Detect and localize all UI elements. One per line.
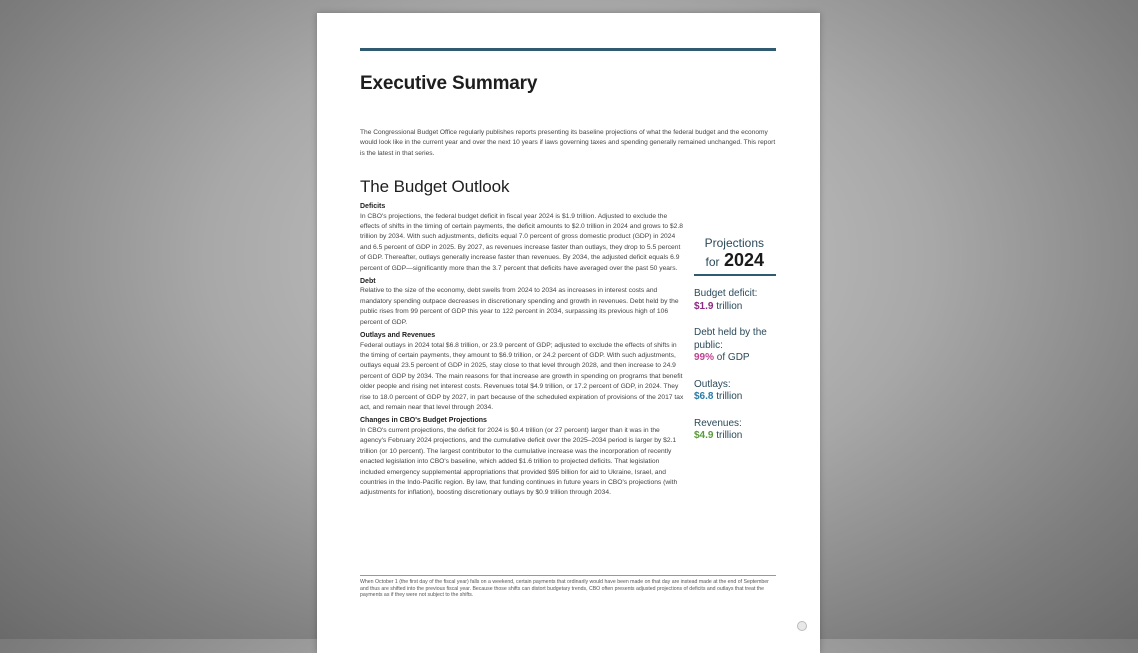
projections-sidebar	[694, 236, 776, 457]
sidebar-year-line	[694, 250, 764, 272]
stat-value	[694, 391, 776, 404]
sidebar-divider	[694, 274, 776, 276]
section-outlays-revenues	[360, 331, 684, 413]
section-heading: Outlays and Revenues	[360, 332, 436, 340]
section-body: In CBO's current projections, the deficit for 2024 is $0.4 trillion (or 27 percent) larger than it was in the agency's February 2024 projections, and the cumulative deficit over the 2025–2034 period is larger by $2.1 trillion (or 10 percent). The largest contributor to the cumulative increase was the incorporation of recently enacted legislation into CBO's baseline, which added $1.6 trillion to projected deficits. That legislation included emergency supplemental appropriations that provided $95 billion for aid to Ukraine, Israel, and countries in the Indo-Pacific region. By law, that funding continues in future years in CBO's projections (with adjustments for inflation), boosting discretionary outlays by $0.9 trillion through 2034.	[360, 426, 678, 497]
intro-paragraph: The Congressional Budget Office regularly publishes reports presenting its baseline projections of what the federal budget and the economy would look like in the current year and over the next 10 years if laws governing taxes and spending generally remained unchanged. This report is the latest in that series.	[360, 129, 776, 157]
stat-outlays	[694, 379, 776, 404]
stat-unit: trillion	[713, 300, 743, 312]
footnote: When October 1 (the first day of the fiscal year) falls on a weekend, certain payments that ordinarily would have been made on that day are instead made at the end of September and thus are shifted into the previous fiscal year. Because those shifts can distort budgetary trends, CBO often presents adjusted projections of deficits and outlays that treat the payments as if they were not subject to the shifts.	[360, 579, 769, 599]
sidebar-year: 2024	[723, 250, 764, 270]
section-body: In CBO's projections, the federal budget deficit in fiscal year 2024 is $1.9 trillion. Adjusted to exclude the effects of shifts in the timing of certain payments, the deficit amounts to $2.0 trillion in 2024 and grows to $2.8 trillion by 2034. With such adjustments, deficits equal 7.0 percent of gross domestic product (GDP) in 2024 and 6.5 percent of GDP in 2025. By 2027, as revenues increase faster than outlays, they drop to 5.5 percent of GDP. Thereafter, outlays generally increase faster than revenues. By 2034, the adjusted deficit equals 6.9 percent of GDP—significantly more than the 3.7 percent that deficits have averaged over the past 50 years.	[360, 212, 683, 272]
stat-revenues	[694, 418, 776, 443]
section-body: Relative to the size of the economy, debt swells from 2024 to 2034 as increases in interest costs and mandatory spending outpace decreases in discretionary spending and growth in revenues. Debt held by the public rises from 99 percent of GDP this year to 122 percent in 2034, surpassing its previous high of 106 percent of GDP.	[360, 287, 679, 326]
stat-number: $1.9	[694, 300, 714, 312]
section-heading: Changes in CBO's Budget Projections	[360, 417, 487, 425]
stat-label: Budget deficit:	[694, 288, 758, 299]
section-heading: Debt	[360, 277, 376, 285]
page-badge-icon	[797, 621, 807, 631]
stat-label: Revenues:	[694, 417, 742, 429]
stat-unit: of GDP	[714, 352, 750, 363]
section-changes	[360, 416, 684, 498]
sidebar-heading: Projections	[704, 236, 764, 250]
section-body: Federal outlays in 2024 total $6.8 trillion, or 23.9 percent of GDP; adjusted to exclude the effects of shifts in the timing of certain payments, they amount to $6.9 trillion, or 24.2 percent of GDP. With such adjustments, outlays equal 23.5 percent of GDP in 2025, stay close to that level through 2028, and then increase to 24.9 percent of GDP by 2034. The main reasons for that increase are growth in spending on programs that benefit older people and rising net interest costs. Revenues total $4.9 trillion, or 17.2 percent of GDP, in 2024. They rise to 18.0 percent of GDP by 2027, in part because of the scheduled expiration of provisions of the 2017 tax act, and remain near that level through 2034.	[360, 341, 684, 411]
stat-label: Outlays:	[694, 378, 731, 390]
stat-unit: trillion	[713, 430, 743, 441]
stat-budget-deficit	[694, 288, 776, 313]
section-title: The Budget Outlook	[360, 177, 510, 196]
section-deficits	[360, 202, 684, 274]
stat-unit: trillion	[713, 391, 743, 402]
stat-number: $4.9	[694, 430, 714, 441]
page-title: Executive Summary	[360, 73, 538, 94]
footnote-divider	[360, 575, 776, 576]
sidebar-for-label: for	[705, 255, 720, 269]
stat-label: Debt held by the public:	[694, 327, 767, 351]
main-column	[360, 202, 684, 502]
top-divider	[360, 48, 776, 51]
stat-value	[694, 352, 776, 365]
section-debt	[360, 277, 684, 328]
stat-value	[694, 301, 776, 314]
document-page	[317, 13, 820, 653]
stat-number: 99%	[694, 352, 715, 363]
stat-number: $6.8	[694, 391, 714, 402]
stat-value	[694, 430, 776, 443]
stat-debt	[694, 327, 776, 365]
section-heading: Deficits	[360, 203, 386, 210]
